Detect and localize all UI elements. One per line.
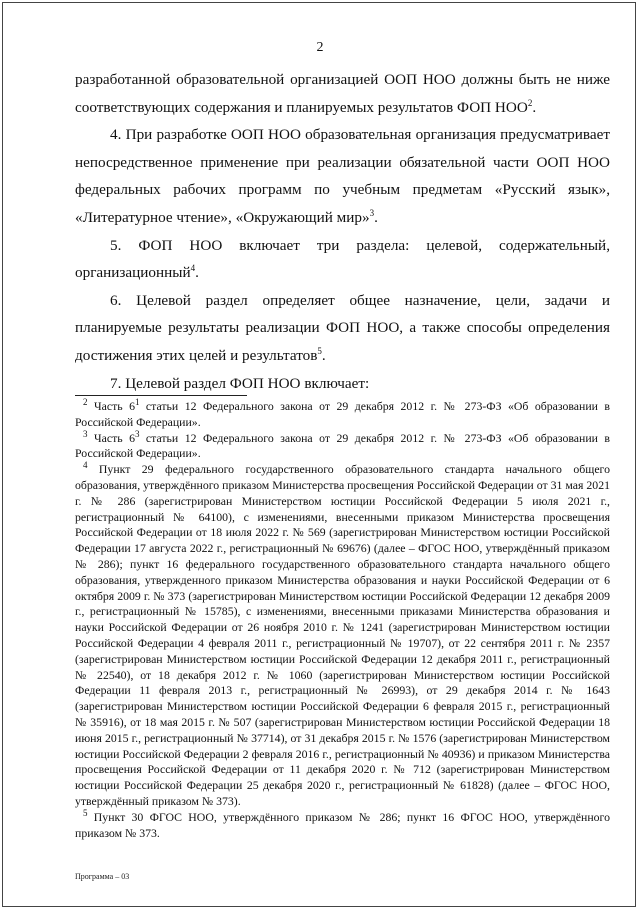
footnote-ref[interactable]: 2 xyxy=(527,97,533,108)
footnote-text: статьи 12 Федерального закона от 29 декабря 2012 г. № 273-ФЗ «Об образовании в Российской Федерации». xyxy=(75,399,610,429)
footnote-3 xyxy=(75,428,610,463)
footnotes xyxy=(75,399,610,841)
paragraph-text: 4. При разработке ООП НОО образовательная организация предусматривает непосредственное применение при реализации обязательной части ООП НОО федеральных рабочих программ по учебным предметам «Русский язык», «Литературное чтение», «Окружающий мир» xyxy=(75,126,610,226)
footnote-text: Пункт 30 ФГОС НОО, утверждённого приказом № 286; пункт 16 ФГОС НОО, утверждённого приказом № 373. xyxy=(75,809,610,840)
paragraph-5 xyxy=(75,232,610,287)
footnote-2 xyxy=(75,399,610,431)
footnote-mark: 5 xyxy=(83,807,88,818)
footnote-text: статьи 12 Федерального закона от 29 декабря 2012 г. № 273-ФЗ «Об образовании в Российской Федерации». xyxy=(75,430,610,461)
footnote-separator xyxy=(75,395,247,396)
footnote-ref[interactable]: 5 xyxy=(317,345,322,356)
footnote-ref[interactable]: 4 xyxy=(190,263,196,274)
paragraph-4 xyxy=(75,121,610,231)
paragraph-text: 6. Целевой раздел определяет общее назначение, цели, задачи и планируемые результаты реализации ФОП НОО, а также способы определения достижения этих целей и результатов xyxy=(75,291,610,364)
footnote-mark: 4 xyxy=(83,460,88,471)
paragraph-continuation xyxy=(75,66,610,121)
footnote-sup: 3 xyxy=(134,428,140,439)
footer-code: Программа – 03 xyxy=(75,872,130,881)
page-number: 2 xyxy=(316,40,324,55)
paragraph-text: разработанной образовательной организацией ООП НОО должны быть не ниже соответствующих содержания и планируемых результатов ФОП НОО xyxy=(75,71,610,116)
footnote-text: Пункт 29 федерального государственного образовательного стандарта начального общего образования, утверждённого приказом Министерства просвещения Российской Федерации от 31 мая 2021 г. № 286 (зарегистрирован Министерством юстиции Российской Федерации 5 июля 2021 г., регистрационный № 64100), с изменениями, внесенными приказом Министерства просвещения Российской Федерации от 18 июля 2022 г. № 569 (зарегистрирован Министерством юстиции Российской Федерации 17 августа 2022 г., регистрационный № 69676) (далее – ФГОС НОО, утверждённый приказом № 286); пункт 16 федерального государственного образовательного стандарта начального общего образования, утвержденного приказом Министерства образования и науки Российской Федерации от 6 октября 2009 г. № 373 (зарегистрирован Министерством юстиции Российской Федерации 12 декабря 2009 г., регистрационный № 15785), с изменениями, внесенными приказами Министерства образования и науки Российской Федерации от 26 ноября 2010 г. № 1241 (зарегистрирован Министерством юстиции Российской Федерации 4 февраля 2011 г., регистрационный № 19707), от 22 сентября 2011 г. № 2357 (зарегистрирован Министерством юстиции Российской Федерации 12 декабря 2011 г., регистрационный № 22540), от 18 декабря 2012 г. № 1060 (зарегистрирован Министерством юстиции Российской Федерации 11 февраля 2013 г., регистрационный № 26993), от 29 декабря 2014 г. № 1643 (зарегистрирован Министерством юстиции Российской Федерации 6 февраля 2015 г., регистрационный № 35916), от 18 мая 2015 г. № 507 (зарегистрирован Министерством юстиции Российской Федерации 18 июня 2015 г., регистрационный № 37714), от 31 декабря 2015 г. № 1576 (зарегистрирован Министерством юстиции Российской Федерации 2 февраля 2016 г., регистрационный № 40936) и приказом Министерства просвещения Российской Федерации от 11 декабря 2020 г. № 712 (зарегистрирован Министерством юстиции Российской Федерации 25 декабря 2020 г., регистрационный № 61828) (далее – ФГОС НОО, утверждённый приказом № 373). xyxy=(75,462,610,808)
footnote-text: Часть 6 xyxy=(87,430,135,445)
punctuation: . xyxy=(374,208,378,226)
paragraph-6 xyxy=(75,287,610,370)
paragraph-text: 5. ФОП НОО включает три раздела: целевой, содержательный, организационный xyxy=(75,236,610,282)
footnote-4 xyxy=(75,462,610,810)
footnote-sup: 1 xyxy=(134,397,140,408)
footnote-ref[interactable]: 3 xyxy=(369,207,375,218)
punctuation: . xyxy=(321,346,326,364)
punctuation: . xyxy=(532,98,537,116)
footnote-mark: 2 xyxy=(83,397,88,408)
footnote-mark: 3 xyxy=(83,428,88,439)
footnote-text: Часть 6 xyxy=(87,399,135,413)
main-text xyxy=(75,66,610,397)
punctuation: . xyxy=(195,264,199,282)
paragraph-7: 7. Целевой раздел ФОП НОО включает: xyxy=(110,374,370,392)
footnote-5 xyxy=(75,807,610,842)
